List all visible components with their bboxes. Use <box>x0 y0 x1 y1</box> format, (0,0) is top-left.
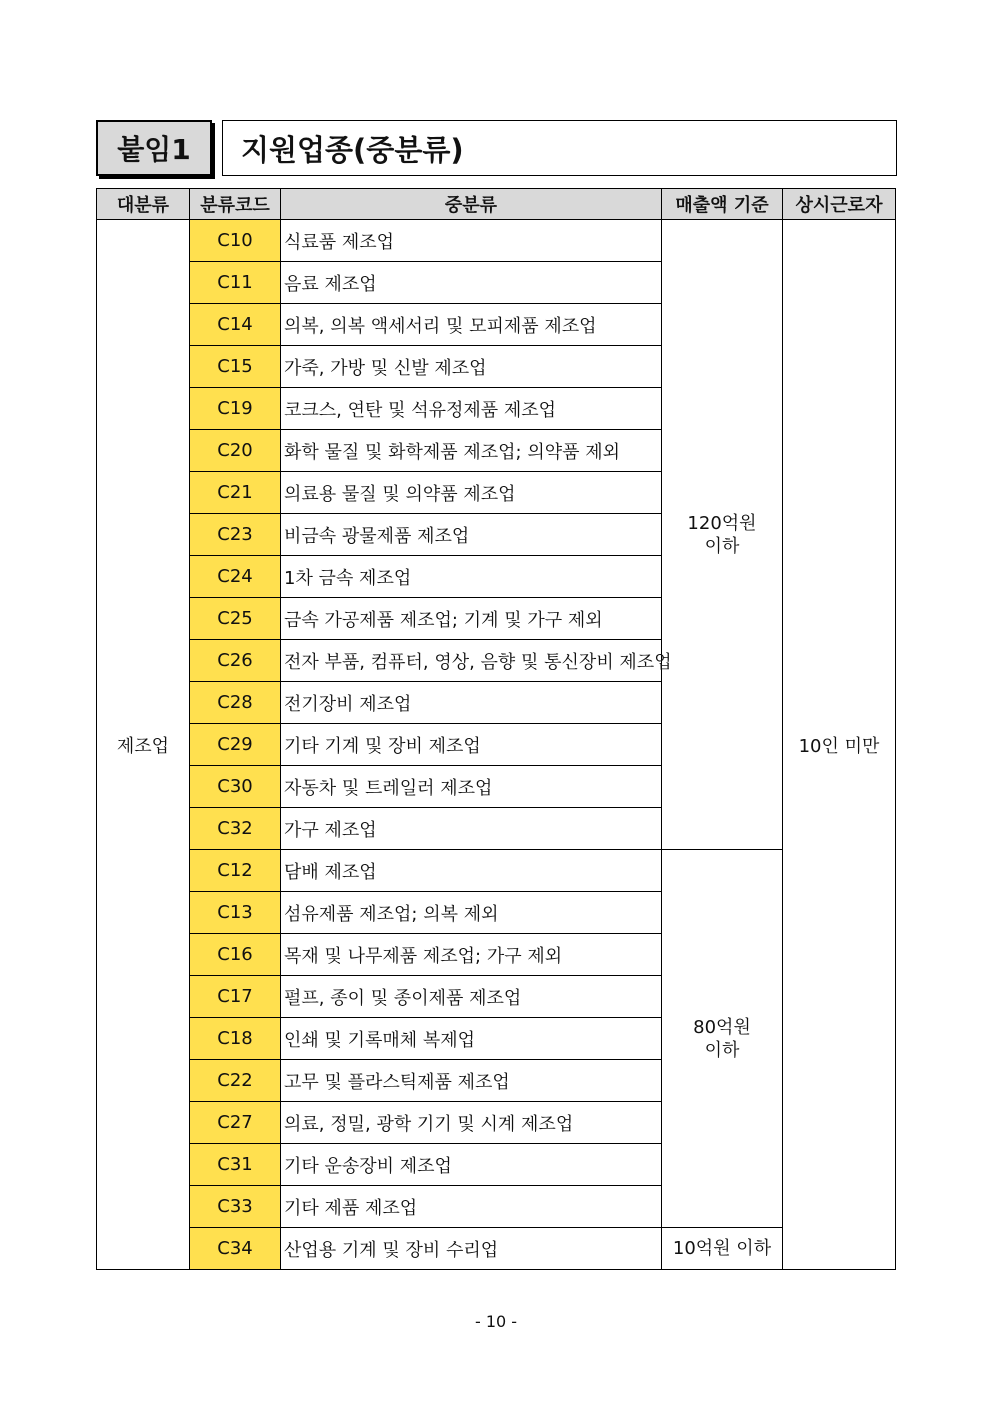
subcategory-cell: 펄프, 종이 및 종이제품 제조업 <box>281 976 662 1018</box>
code-cell: C19 <box>190 388 281 430</box>
code-cell: C32 <box>190 808 281 850</box>
table-body <box>97 220 896 1270</box>
subcategory-cell: 의복, 의복 액세서리 및 모피제품 제조업 <box>281 304 662 346</box>
code-cell: C27 <box>190 1102 281 1144</box>
code-cell: C26 <box>190 640 281 682</box>
code-cell: C16 <box>190 934 281 976</box>
code-cell: C34 <box>190 1228 281 1270</box>
code-cell: C31 <box>190 1144 281 1186</box>
industry-table <box>96 188 896 1270</box>
subcategory-cell: 기타 제품 제조업 <box>281 1186 662 1228</box>
subcategory-cell: 담배 제조업 <box>281 850 662 892</box>
code-cell: C10 <box>190 220 281 262</box>
sales-criteria-cell: 120억원 이하 <box>662 220 783 850</box>
header-workers: 상시근로자 <box>783 189 896 220</box>
subcategory-cell: 음료 제조업 <box>281 262 662 304</box>
code-cell: C30 <box>190 766 281 808</box>
header-sales: 매출액 기준 <box>662 189 783 220</box>
subcategory-cell: 비금속 광물제품 제조업 <box>281 514 662 556</box>
subcategory-cell: 산업용 기계 및 장비 수리업 <box>281 1228 662 1270</box>
major-category-cell: 제조업 <box>97 220 190 1270</box>
code-cell: C33 <box>190 1186 281 1228</box>
code-cell: C22 <box>190 1060 281 1102</box>
subcategory-cell: 목재 및 나무제품 제조업; 가구 제외 <box>281 934 662 976</box>
header-code: 분류코드 <box>190 189 281 220</box>
table-row <box>97 220 896 262</box>
subcategory-cell: 가구 제조업 <box>281 808 662 850</box>
subcategory-cell: 1차 금속 제조업 <box>281 556 662 598</box>
code-cell: C17 <box>190 976 281 1018</box>
code-cell: C12 <box>190 850 281 892</box>
subcategory-cell: 전기장비 제조업 <box>281 682 662 724</box>
subcategory-cell: 섬유제품 제조업; 의복 제외 <box>281 892 662 934</box>
subcategory-cell: 금속 가공제품 제조업; 기계 및 가구 제외 <box>281 598 662 640</box>
code-cell: C13 <box>190 892 281 934</box>
page-title: 지원업종(중분류) <box>222 120 897 176</box>
table-row <box>97 850 896 892</box>
attachment-tag: 붙임1 <box>96 120 212 176</box>
subcategory-cell: 화학 물질 및 화학제품 제조업; 의약품 제외 <box>281 430 662 472</box>
code-cell: C23 <box>190 514 281 556</box>
code-cell: C24 <box>190 556 281 598</box>
table-row <box>97 1228 896 1270</box>
code-cell: C20 <box>190 430 281 472</box>
code-cell: C15 <box>190 346 281 388</box>
subcategory-cell: 자동차 및 트레일러 제조업 <box>281 766 662 808</box>
subcategory-cell: 의료용 물질 및 의약품 제조업 <box>281 472 662 514</box>
sales-criteria-cell: 80억원 이하 <box>662 850 783 1228</box>
code-cell: C28 <box>190 682 281 724</box>
workers-criteria-cell: 10인 미만 <box>783 220 896 1270</box>
subcategory-cell: 전자 부품, 컴퓨터, 영상, 음향 및 통신장비 제조업 <box>281 640 662 682</box>
subcategory-cell: 의료, 정밀, 광학 기기 및 시계 제조업 <box>281 1102 662 1144</box>
table-header-row <box>97 189 896 220</box>
header-major: 대분류 <box>97 189 190 220</box>
code-cell: C29 <box>190 724 281 766</box>
subcategory-cell: 코크스, 연탄 및 석유정제품 제조업 <box>281 388 662 430</box>
subcategory-cell: 기타 운송장비 제조업 <box>281 1144 662 1186</box>
code-cell: C11 <box>190 262 281 304</box>
code-cell: C25 <box>190 598 281 640</box>
code-cell: C14 <box>190 304 281 346</box>
subcategory-cell: 기타 기계 및 장비 제조업 <box>281 724 662 766</box>
subcategory-cell: 가죽, 가방 및 신발 제조업 <box>281 346 662 388</box>
page-number: - 10 - <box>474 1312 518 1331</box>
header-mid: 중분류 <box>281 189 662 220</box>
subcategory-cell: 식료품 제조업 <box>281 220 662 262</box>
code-cell: C18 <box>190 1018 281 1060</box>
code-cell: C21 <box>190 472 281 514</box>
subcategory-cell: 고무 및 플라스틱제품 제조업 <box>281 1060 662 1102</box>
subcategory-cell: 인쇄 및 기록매체 복제업 <box>281 1018 662 1060</box>
sales-criteria-cell: 10억원 이하 <box>662 1228 783 1270</box>
